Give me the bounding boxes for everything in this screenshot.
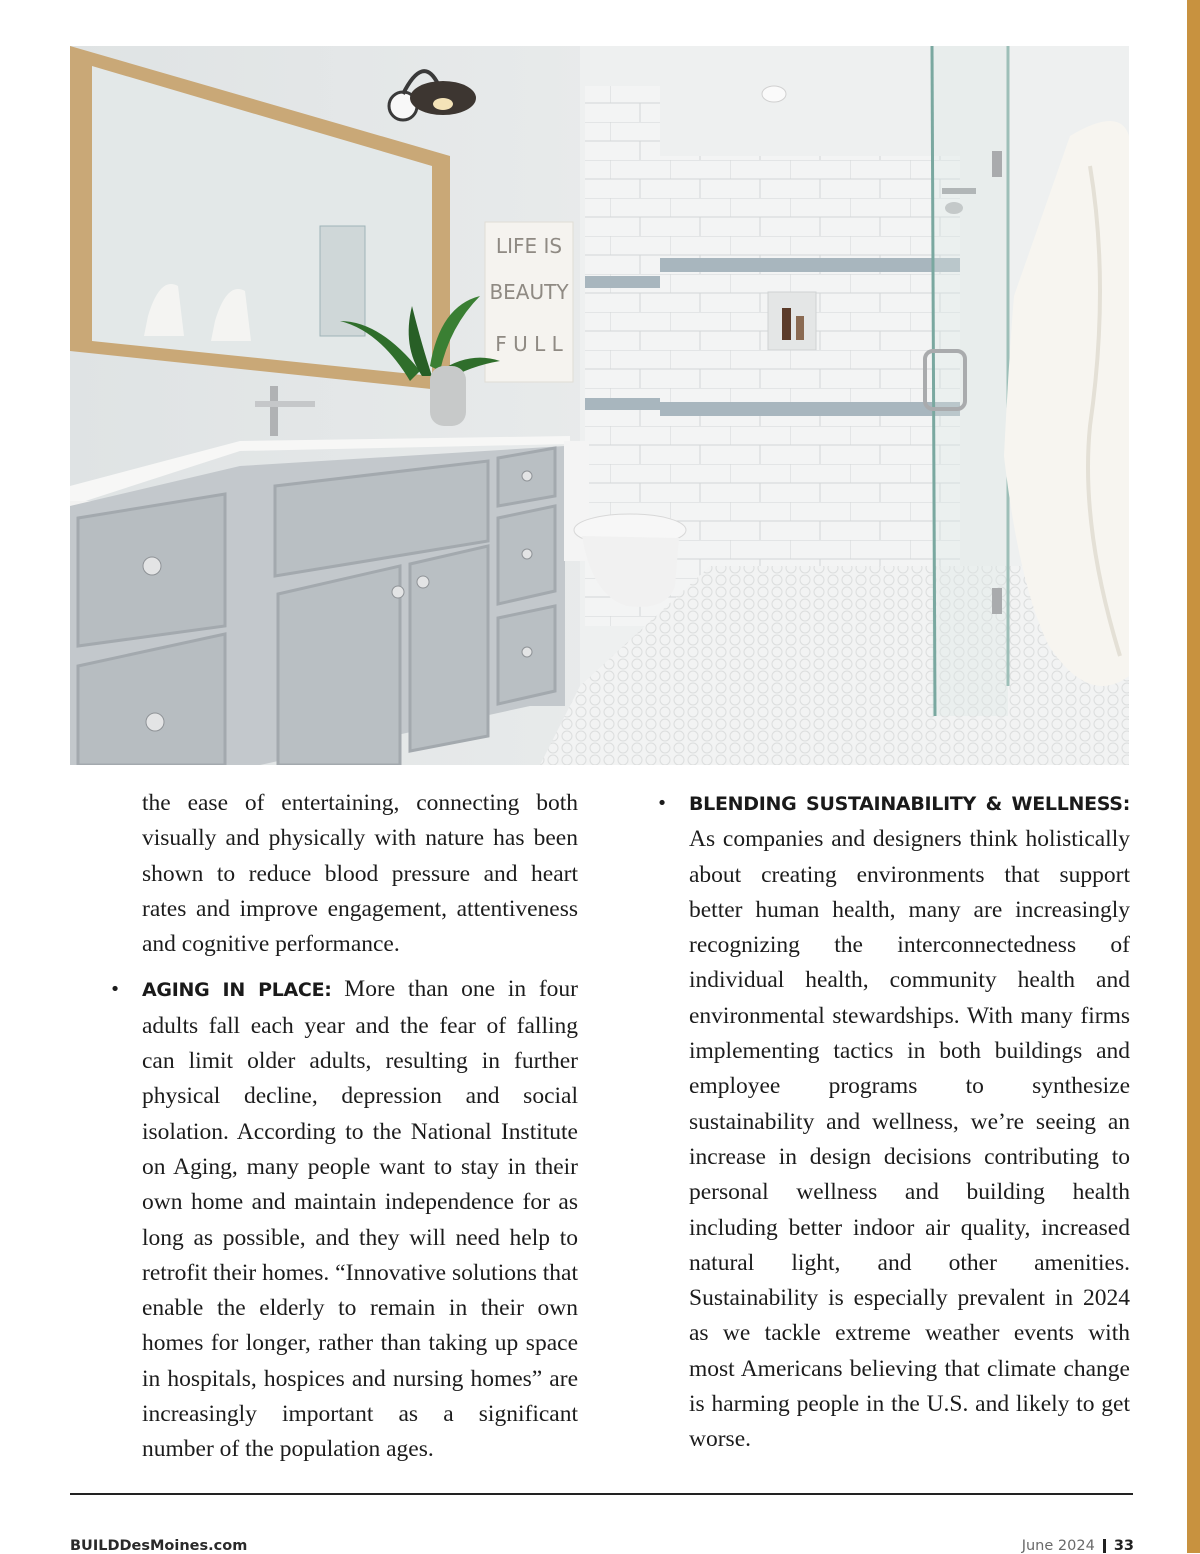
sign-line-2: BEAUTY (489, 280, 569, 304)
page-number: 33 (1113, 1538, 1134, 1554)
item-heading: BLENDING SUSTAINABILITY & WELLNESS: (689, 793, 1130, 815)
footer-separator (1103, 1539, 1106, 1553)
item-body: More than one in four adults fall each year and the fear of falling can limit older adults, resulting in further physical decline, depression and social isolation. According to the National Institute on Aging, many people want to stay in their own home and maintain independence for as long as possible, and they will need help to retrofit their homes. “Innovative solutions that enable the elderly to remain in their own homes for longer, rather than taking up space in hospitals, hospices and nursing homes” are increasingly important as a significant number of the population ages. (142, 976, 578, 1463)
item-heading: AGING IN PLACE: (142, 979, 332, 1002)
sign-line-3: F U L L (495, 332, 563, 356)
footer-site: BUILDDesMoines.com (70, 1538, 248, 1554)
footer-page-info (1022, 1538, 1134, 1554)
footer-date: June 2024 (1021, 1538, 1095, 1554)
accent-stripe (1187, 0, 1200, 1553)
list-item (109, 972, 578, 1467)
list-item (656, 786, 1130, 1458)
bullet-icon: • (109, 979, 121, 1001)
bathroom-photo (70, 46, 1129, 765)
bullet-icon: • (656, 793, 668, 814)
intro-paragraph: the ease of entertaining, connecting both visually and physically with nature has been shown to reduce blood pressure and heart rates and improve engagement, attentiveness and cognitive performance. (142, 790, 578, 958)
article-column-left (109, 786, 578, 1468)
item-body: As companies and designers think holistically about creating environments that support better human health, many are increasingly recognizing the interconnectedness of individual health, community health and environmental stewardships. With many firms implementing tactics in both buildings and employee programs to synthesize sustainability and wellness, we’re seeing an increase in design decisions contributing to personal wellness and building health including better indoor air quality, increased natural light, and other amenities. Sustainability is especially prevalent in 2024 as we tackle extreme weather events with most Americans believing that climate change is harming people in the U.S. and likely to get worse. (689, 826, 1130, 1453)
footer-divider (70, 1493, 1133, 1495)
article-column-right (656, 786, 1130, 1458)
sign-line-1: LIFE IS (495, 234, 563, 258)
